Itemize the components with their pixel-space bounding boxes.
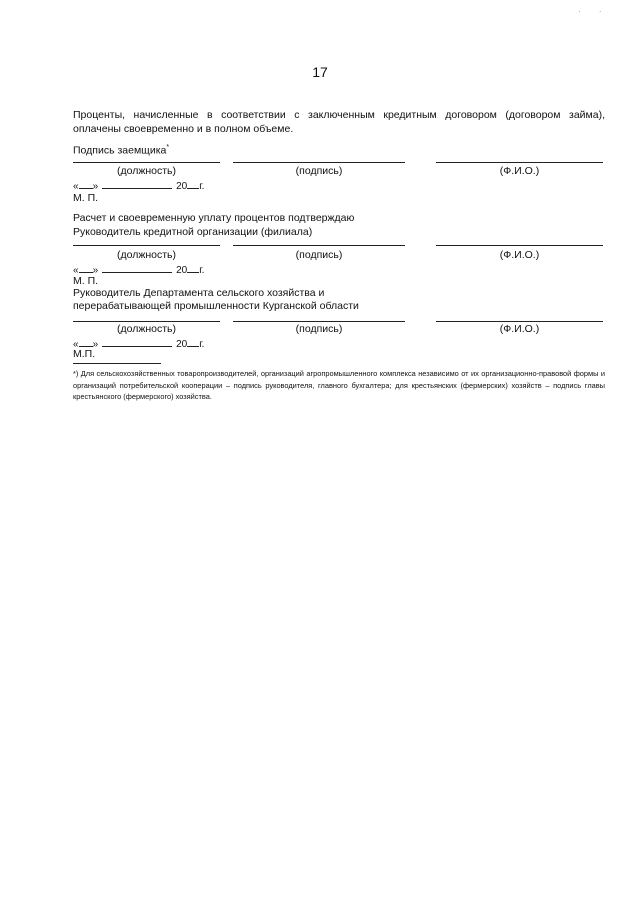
corner-mark: · ·: [578, 7, 610, 16]
signature-line-signature-3[interactable]: [233, 321, 405, 322]
caption-name-3: (Ф.И.О.): [499, 323, 540, 335]
day-blank[interactable]: [79, 263, 93, 273]
borrower-signature-label-text: Подпись заемщика: [73, 144, 167, 157]
stamp-label-3: М.П.: [73, 348, 96, 360]
month-blank[interactable]: [102, 337, 172, 347]
footnote-rule: [73, 363, 161, 364]
caption-position-2: (должность): [116, 249, 177, 261]
stamp-label-1: М. П.: [73, 192, 99, 204]
caption-signature-2: (подпись): [295, 249, 343, 261]
footnote-marker: *): [73, 369, 79, 378]
date-open-quote: «: [73, 181, 79, 192]
date-close-quote: »: [92, 265, 99, 276]
year-prefix: 20: [176, 181, 188, 192]
footnote: [73, 368, 605, 403]
stamp-label-2: М. П.: [73, 275, 99, 287]
signature-line-name-3[interactable]: [436, 321, 603, 322]
borrower-signature-label: [73, 141, 169, 158]
signature-line-name-2[interactable]: [436, 245, 603, 246]
caption-position-1: (должность): [116, 165, 177, 177]
caption-signature-1: (подпись): [295, 165, 343, 177]
date-row-1: [73, 179, 204, 193]
dept-line-1: Руководитель Департамента сельского хозяйства и: [73, 287, 325, 299]
month-blank[interactable]: [102, 263, 172, 273]
year-blank[interactable]: [187, 337, 199, 347]
date-open-quote: «: [73, 265, 79, 276]
date-close-quote: »: [92, 339, 99, 350]
signature-line-signature-1[interactable]: [233, 162, 405, 163]
date-open-quote: «: [73, 339, 79, 350]
signature-line-name-1[interactable]: [436, 162, 603, 163]
year-blank[interactable]: [187, 263, 199, 273]
signature-line-position-1[interactable]: [73, 162, 220, 163]
day-blank[interactable]: [79, 337, 93, 347]
day-blank[interactable]: [79, 179, 93, 189]
year-suffix: г.: [199, 339, 205, 350]
signature-line-position-2[interactable]: [73, 245, 220, 246]
confirm-line-2: Руководитель кредитной организации (филиала): [73, 226, 313, 238]
footnote-text: Для сельскохозяйственных товаропроизводителей, организаций агропромышленного комплекса независимо от их организационно-правовой формы и организаций потребительской кооперации – подпись руководителя, главного бухгалтера; для крестьянских (фермерских) хозяйств – подпись главы крестьянского (фермерского) хозяйства.: [73, 369, 605, 401]
intro-paragraph: Проценты, начисленные в соответствии с заключенным кредитным договором (договором займа), оплачены своевременно и в полном объеме.: [73, 109, 605, 135]
caption-signature-3: (подпись): [295, 323, 343, 335]
caption-name-1: (Ф.И.О.): [499, 165, 540, 177]
signature-line-position-3[interactable]: [73, 321, 220, 322]
caption-name-2: (Ф.И.О.): [499, 249, 540, 261]
month-blank[interactable]: [102, 179, 172, 189]
year-blank[interactable]: [187, 179, 199, 189]
page-number: 17: [312, 64, 328, 80]
year-prefix: 20: [176, 265, 188, 276]
signature-line-signature-2[interactable]: [233, 245, 405, 246]
date-close-quote: »: [92, 181, 99, 192]
year-suffix: г.: [199, 265, 205, 276]
confirm-line-1: Расчет и своевременную уплату процентов подтверждаю: [73, 212, 355, 224]
footnote-ref: *: [166, 144, 170, 151]
dept-line-2: перерабатывающей промышленности Курганской области: [73, 300, 359, 312]
year-prefix: 20: [176, 339, 188, 350]
year-suffix: г.: [199, 181, 205, 192]
caption-position-3: (должность): [116, 323, 177, 335]
